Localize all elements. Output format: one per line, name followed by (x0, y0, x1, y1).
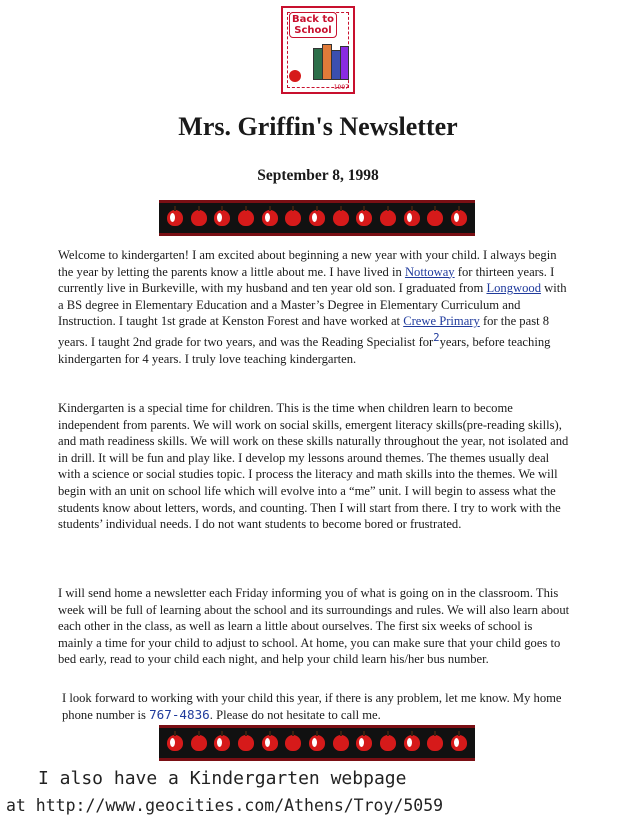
apple-icon (427, 735, 443, 751)
link-crewe-primary[interactable]: Crewe Primary (403, 314, 480, 329)
books-icon (305, 42, 349, 80)
apple-icon (427, 210, 443, 226)
apple-icon (380, 735, 396, 751)
text: . Please do not hesitate to call me. (209, 707, 381, 722)
apple-icon (309, 735, 325, 751)
apple-icon (380, 210, 396, 226)
text: for the past 8 years. I taught 2nd grade for two years, and was the Reading Specialist for (58, 314, 550, 350)
apple-border-bottom (159, 725, 475, 761)
apple-icon (285, 210, 301, 226)
apple-icon (262, 735, 278, 751)
apple-icon (167, 735, 183, 751)
link-longwood[interactable]: Longwood (486, 281, 542, 296)
apple-icon (289, 70, 301, 82)
text: I look forward to working with your child this year, if there is any problem, let me know. My home phone number is (62, 691, 562, 722)
paragraph-newsletter: I will send home a newsletter each Friday informing you of what is going on in the classroom. This week will be full of learning about the school and its surroundings and rules. We will also learn about each other in the class, as well as learn a little about ourselves. The first six weeks of school is mainly a time for your child to adjust to school. At home, you can make sure that your child goes to bed early, read to your child each night, and help your child learn his/her bus number. (58, 586, 570, 667)
handwritten-note-line1: I also have a Kindergarten webpage (38, 768, 407, 789)
text: for thirteen years. I currently live in Burkeville, with my husband and ten year old son. I graduated from (58, 264, 555, 296)
logo-text: Back to School (289, 12, 337, 38)
apple-icon (238, 735, 254, 751)
apple-icon (214, 735, 230, 751)
apple-icon (262, 210, 278, 226)
apple-icon (191, 735, 207, 751)
paragraph-kindergarten: Kindergarten is a special time for children. This is the time when children learn to become independent from parents. We will work on social skills, emergent literacy skills(pre-reading skills), and math readiness skills. We will work on these skills naturally throughout the year, not isolated and in drill. It will be fun and play like. I develop my lessons around themes. The themes usually deal with a science or social studies topic. I process the literacy and math skills into the themes. We will begin with an unit on school life which will evolve into a “me” unit. I will begin to assess what the students know about letters, words, and counting. Then I will start from there. I try to work with the students’ individual needs. I do not want students to become bored or frustrated. (58, 401, 569, 532)
handwritten-note-line2: at http://www.geocities.com/Athens/Troy/5059 (6, 796, 444, 815)
apple-icon (451, 735, 467, 751)
link-nottoway[interactable]: Nottoway (404, 264, 455, 279)
paragraph-intro (58, 247, 570, 367)
apple-icon (214, 210, 230, 226)
text: years, before teaching kindergarten for 4 years. I truly love teaching kindergarten. (58, 335, 551, 366)
apple-icon (238, 210, 254, 226)
handwritten-number: 2 (433, 331, 440, 344)
apple-icon (333, 210, 349, 226)
apple-icon (167, 210, 183, 226)
apple-icon (404, 210, 420, 226)
back-to-school-logo (281, 6, 355, 94)
apple-icon (356, 210, 372, 226)
text: with a BS degree in Elementary Education and a Master’s Degree in Elementary Curriculum and Instruction. I taught 1st grade at Kenston Forest and have worked at (58, 281, 567, 329)
apple-border-top (159, 200, 475, 236)
newsletter-date: September 8, 1998 (257, 167, 379, 184)
apple-icon (309, 210, 325, 226)
logo-year: 1997 (333, 84, 349, 91)
apple-icon (404, 735, 420, 751)
paragraph-contact (62, 690, 562, 723)
text: Welcome to kindergarten! I am excited about beginning a new year with your child. I always begin the year by letting the parents know a little about me. I have lived in (58, 248, 557, 279)
apple-icon (191, 210, 207, 226)
apple-icon (451, 210, 467, 226)
apple-icon (333, 735, 349, 751)
apple-icon (356, 735, 372, 751)
newsletter-title: Mrs. Griffin's Newsletter (178, 112, 458, 141)
phone-number: 767-4836 (149, 706, 210, 722)
apple-icon (285, 735, 301, 751)
